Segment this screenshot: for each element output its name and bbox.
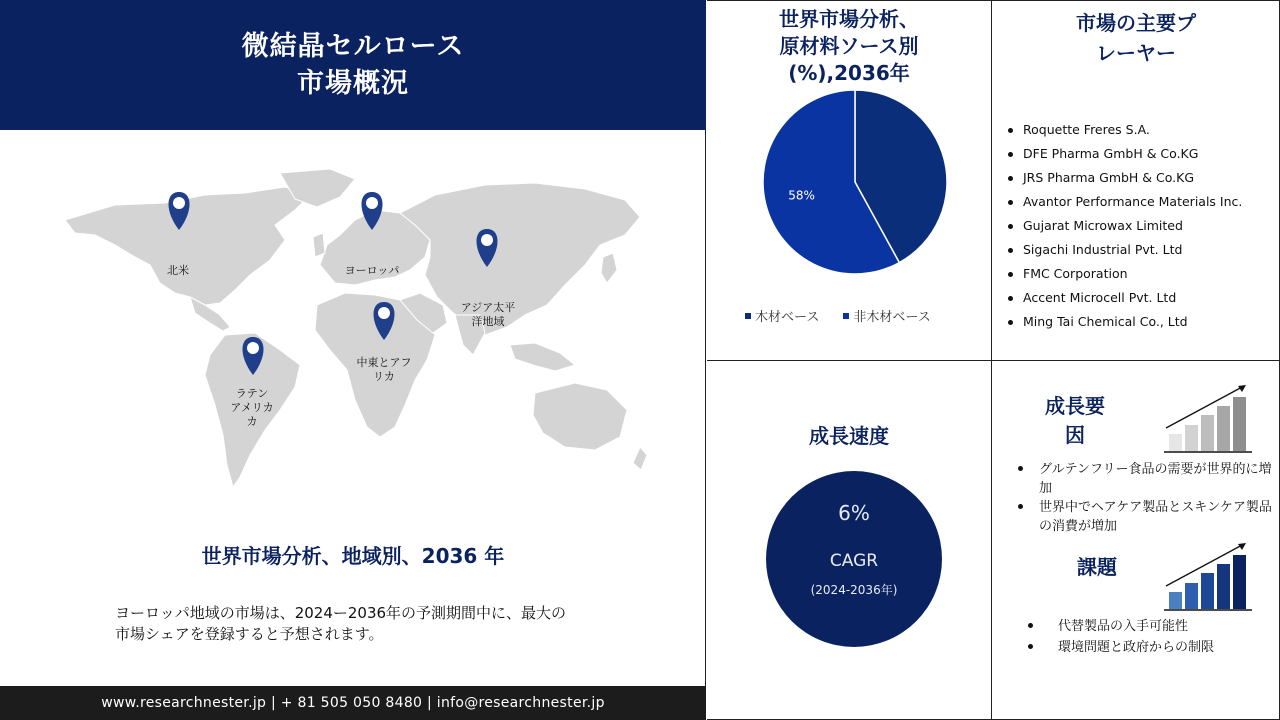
legend-swatch-non-wood [843, 313, 849, 319]
report-title-line2: 市場概況 [297, 68, 409, 99]
challenge-item: 環境問題と政府からの制限 [1025, 637, 1275, 658]
cagr-label: CAGR [829, 551, 879, 571]
player-item: Sigachi Industrial Pvt. Ltd [1008, 238, 1273, 262]
cagr-period: (2024-2036年) [810, 583, 898, 597]
cagr-value: 6% [838, 501, 870, 525]
title-banner [0, 0, 706, 130]
pie-data-label-1: 58% [788, 188, 815, 203]
key-players-list [1008, 118, 1273, 334]
region-analysis-title: 世界市場分析、地域別、2036 年 [201, 544, 505, 568]
map-australia [533, 383, 627, 450]
player-item: DFE Pharma GmbH & Co.KG [1008, 142, 1273, 166]
map-new-zealand [633, 447, 647, 470]
pin-label-north-america: 北米 [167, 264, 189, 277]
player-item: Roquette Freres S.A. [1008, 118, 1273, 142]
growth-rate-title: 成長速度 [809, 424, 889, 448]
legend-item-non-wood[interactable] [843, 306, 930, 325]
divider-top-edge [707, 0, 1280, 1]
player-item: Avantor Performance Materials Inc. [1008, 190, 1273, 214]
legend-item-wood[interactable] [745, 306, 819, 325]
driver-item: 世界中でヘアケア製品とスキンケア製品の消費が増加 [1016, 498, 1274, 536]
growth-drivers-list [1016, 460, 1274, 536]
key-players-title: 市場の主要プ レーヤー [1076, 11, 1196, 65]
player-item: Ming Tai Chemical Co., Ltd [1008, 310, 1273, 334]
legend-swatch-wood [745, 313, 751, 319]
driver-item: グルテンフリー食品の需要が世界的に増加 [1016, 460, 1274, 498]
player-item: FMC Corporation [1008, 262, 1273, 286]
player-item: Gujarat Microwax Limited [1008, 214, 1273, 238]
region-note-line1: ヨーロッパ地域の市場は、2024ー2036年の予測期間中に、最大の [115, 604, 567, 622]
challenges-title: 課題 [1077, 555, 1117, 579]
growth-drivers-title: 成長要 因 [1045, 394, 1105, 447]
pin-label-latin-america: ラテン アメリカ カ [230, 387, 274, 428]
map-japan [601, 253, 617, 283]
rising-bar-chart-blue-icon [1160, 540, 1256, 612]
challenges-list [1025, 616, 1275, 658]
map-southeast-asia [510, 343, 575, 371]
region-note [115, 603, 635, 645]
divider-horizontal [707, 360, 1280, 361]
pin-label-asia-pacific: アジア太平 洋地域 [460, 301, 516, 328]
rising-bar-chart-icon [1160, 382, 1256, 454]
pin-label-middle-east-africa: 中東とアフ リカ [356, 356, 412, 383]
pin-label-europe: ヨーロッパ [344, 264, 400, 277]
legend-label-non-wood: 非木材ベース [853, 310, 931, 325]
pie-chart [755, 82, 955, 282]
contact-footer[interactable]: www.researchnester.jp | + 81 505 050 8480 | info@researchnester.jp [0, 686, 706, 720]
map-uk [313, 233, 325, 257]
report-title-line1: 微結晶セルロース [241, 31, 465, 62]
cagr-circle [766, 471, 942, 647]
pie-chart-title: 世界市場分析、 原材料ソース別 (%),2036年 [779, 7, 919, 85]
player-item: Accent Microcell Pvt. Ltd [1008, 286, 1273, 310]
world-map [55, 165, 655, 520]
region-note-line2: 市場シェアを登録すると予想されます。 [115, 625, 384, 643]
pie-legend [745, 306, 985, 325]
challenge-item: 代替製品の入手可能性 [1025, 616, 1275, 637]
legend-label-wood: 木材ベース [755, 310, 820, 325]
player-item: JRS Pharma GmbH & Co.KG [1008, 166, 1273, 190]
